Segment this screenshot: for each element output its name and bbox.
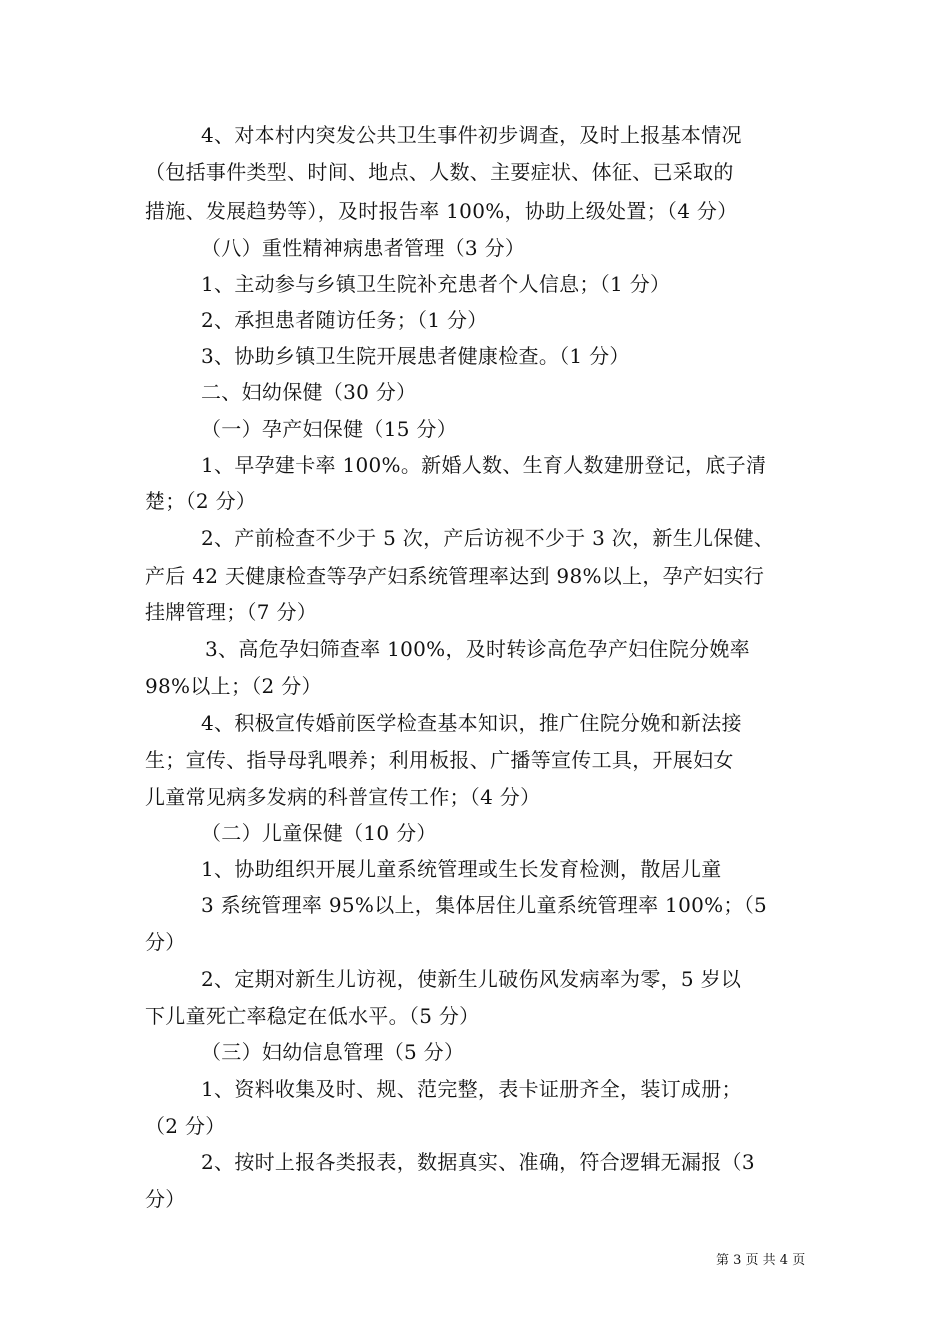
section-heading: （二）儿童保健（10 分） xyxy=(201,821,437,845)
paragraph-line: 1、协助组织开展儿童系统管理或生长发育检测，散居儿童 xyxy=(201,857,722,881)
page-number-footer: 第 3 页 共 4 页 xyxy=(716,1253,806,1268)
paragraph-line: 2、承担患者随访任务；（1 分） xyxy=(201,308,488,332)
paragraph-line: 3、高危孕妇筛查率 100%，及时转诊高危孕产妇住院分娩率 xyxy=(205,637,750,661)
paragraph-line: （包括事件类型、时间、地点、人数、主要症状、体征、已采取的 xyxy=(145,160,734,184)
paragraph-line: 措施、发展趋势等），及时报告率 100%，协助上级处置；（4 分） xyxy=(145,199,738,223)
paragraph-line: 1、主动参与乡镇卫生院补充患者个人信息；（1 分） xyxy=(201,272,671,296)
section-heading: （一）孕产妇保健（15 分） xyxy=(201,417,458,441)
paragraph-line: 98%以上；（2 分） xyxy=(145,674,322,698)
paragraph-line: 儿童常见病多发病的科普宣传工作；（4 分） xyxy=(145,785,541,809)
paragraph-line: 下儿童死亡率稳定在低水平。（5 分） xyxy=(145,1004,480,1028)
paragraph-line: 分） xyxy=(145,1187,186,1211)
paragraph-line: 生；宣传、指导母乳喂养；利用板报、广播等宣传工具，开展妇女 xyxy=(145,748,734,772)
paragraph-line: 挂牌管理；（7 分） xyxy=(145,600,318,624)
paragraph-line: 1、资料收集及时、规、范完整，表卡证册齐全，装订成册； xyxy=(201,1077,742,1101)
paragraph-line: 楚；（2 分） xyxy=(145,489,257,513)
paragraph-line: 3 系统管理率 95%以上，集体居住儿童系统管理率 100%；（5 xyxy=(201,893,768,917)
section-heading: （八）重性精神病患者管理（3 分） xyxy=(201,236,526,260)
paragraph-line: 2、产前检查不少于 5 次，产后访视不少于 3 次，新生儿保健、 xyxy=(201,526,775,550)
paragraph-line: 1、早孕建卡率 100%。新婚人数、生育人数建册登记，底子清 xyxy=(201,453,767,477)
paragraph-line: 产后 42 天健康检查等孕产妇系统管理率达到 98%以上，孕产妇实行 xyxy=(145,564,765,588)
paragraph-line: 4、对本村内突发公共卫生事件初步调查，及时上报基本情况 xyxy=(201,123,742,147)
section-heading: （三）妇幼信息管理（5 分） xyxy=(201,1040,465,1064)
paragraph-line: 2、按时上报各类报表，数据真实、准确，符合逻辑无漏报（3 xyxy=(201,1150,755,1174)
section-heading: 二、妇幼保健（30 分） xyxy=(201,380,417,404)
paragraph-line: 2、定期对新生儿访视，使新生儿破伤风发病率为零，5 岁以 xyxy=(201,967,742,991)
paragraph-line: （2 分） xyxy=(145,1114,226,1138)
paragraph-line: 4、积极宣传婚前医学检查基本知识，推广住院分娩和新法接 xyxy=(201,711,742,735)
paragraph-line: 3、协助乡镇卫生院开展患者健康检查。（1 分） xyxy=(201,344,630,368)
paragraph-line: 分） xyxy=(145,930,186,954)
